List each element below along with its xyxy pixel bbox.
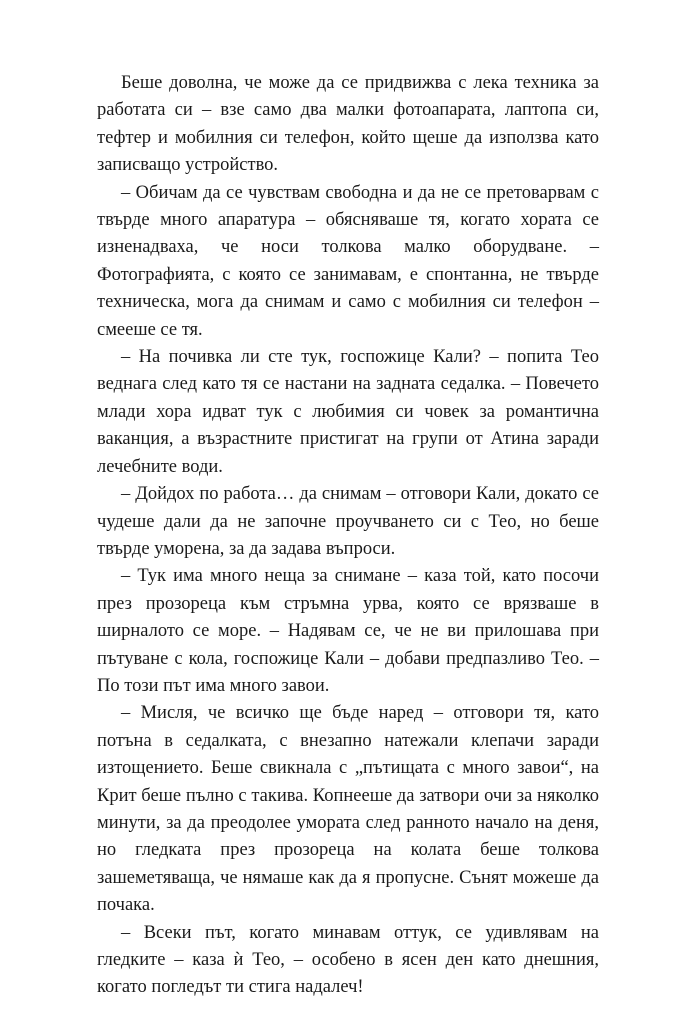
paragraph: – На почивка ли сте тук, госпожице Кали? – попита Тео веднага след като тя се настани на задната седалка. – Повечето млади хора идват тук с любимия си човек за романтична ваканция, а възрастните пристигат на групи от Атина заради лечебните води. [97,347,599,477]
paragraph: Беше доволна, че може да се придвижва с лека техника за работата си – взе само два малки фотоапарата, лаптопа си, тефтер и мобилния си телефон, който щеше да използва като записващо устройство. [97,73,599,176]
paragraph: – Дойдох по работа… да снимам – отговори Кали, докато се чудеше дали да не започне проучването си с Тео, но беше твърде уморена, за да задава въпроси. [97,484,599,559]
body-text [97,70,599,1002]
paragraph: – Обичам да се чувствам свободна и да не се претоварвам с твърде много апаратура – обясняваше тя, когато хората се изненадваха, че носи толкова малко оборудване. – Фотографията, с която се занимавам, е спонтанна, не твърде техническа, мога да снимам и само с мобилния си телефон – смееше се тя. [97,182,599,340]
paragraph: – Мисля, че всичко ще бъде наред – отговори тя, като потъна в седалката, с внезапно натежали клепачи заради изтощението. Беше свикнала с „пътищата с много завои“, на Крит беше пълно с такива. Копнееше да затвори очи за няколко минути, за да преодолее умората след ранното начало на деня, но гледката през прозореца на колата беше толкова зашеметяваща, че нямаше как да я пропусне. Сънят можеше да почака. [97,703,599,916]
paragraph: – Тук има много неща за снимане – каза той, като посочи през прозореца към стръмна урва, която се врязваше в ширналото се море. – Надявам се, че не ви прилошава при пътуване с кола, госпожице Кали – добави предпазливо Тео. – По този път има много завои. [97,566,599,696]
paragraph: – Всеки път, когато минавам оттук, се удивлявам на гледките – каза ѝ Тео, – особено в ясен ден като днешния, когато погледът ти стига надалеч! [97,922,599,998]
